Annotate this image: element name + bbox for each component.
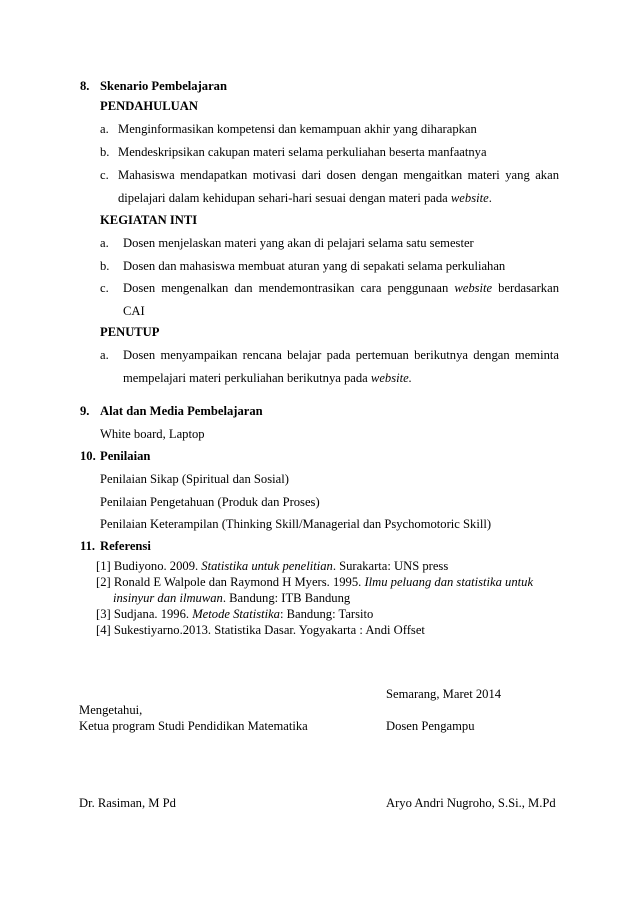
reference-2-title-cont: insinyur dan ilmuwan bbox=[113, 591, 223, 605]
penilaian-keterampilan: Penilaian Keterampilan (Thinking Skill/Managerial dan Psychomotoric Skill) bbox=[100, 517, 492, 531]
reference-3-post: : Bandung: Tarsito bbox=[279, 607, 374, 621]
penutup-a-marker: a. bbox=[100, 348, 109, 362]
reference-2-title: Ilmu peluang dan statistika untuk bbox=[364, 575, 534, 589]
pendahuluan-c-line2 bbox=[118, 191, 492, 206]
inti-c-marker: c. bbox=[100, 281, 109, 295]
inti-c-line1-text: Dosen mengenalkan dan mendemontrasikan cara penggunaan bbox=[123, 281, 455, 295]
inti-b-text: Dosen dan mahasiswa membuat aturan yang di sepakati selama perkuliahan bbox=[123, 259, 506, 273]
inti-c-line2: CAI bbox=[123, 304, 145, 318]
reference-2-pre: [2] Ronald E Walpole dan Raymond H Myers. 1995. bbox=[96, 575, 365, 589]
pendahuluan-heading: PENDAHULUAN bbox=[100, 99, 198, 113]
penutup-a-line1: Dosen menyampaikan rencana belajar pada pertemuan berikutnya dengan meminta bbox=[123, 348, 559, 362]
inti-c-website: website bbox=[454, 281, 493, 295]
reference-3-pre: [3] Sudjana. 1996. bbox=[96, 607, 193, 621]
section-8-title: Skenario Pembelajaran bbox=[100, 79, 227, 93]
reference-4: [4] Sukestiyarno.2013. Statistika Dasar. Yogyakarta : Andi Offset bbox=[96, 623, 425, 637]
reference-3-title: Metode Statistika bbox=[192, 607, 280, 621]
pendahuluan-c-period: . bbox=[488, 191, 492, 205]
reference-1-pre: [1] Budiyono. 2009. bbox=[96, 559, 202, 573]
pendahuluan-b-text: Mendeskripsikan cakupan materi selama perkuliahan beserta manfaatnya bbox=[118, 145, 487, 159]
penilaian-sikap: Penilaian Sikap (Spiritual dan Sosial) bbox=[100, 472, 289, 486]
inti-c-line1-end: berdasarkan bbox=[492, 281, 559, 295]
penutup-a-line2 bbox=[123, 371, 412, 386]
reference-2 bbox=[96, 575, 533, 590]
pendahuluan-a-marker: a. bbox=[100, 122, 109, 136]
inti-heading: KEGIATAN INTI bbox=[100, 213, 198, 227]
reference-1 bbox=[96, 559, 448, 574]
pendahuluan-c-website: website bbox=[450, 191, 489, 205]
penutup-a-line2-text: mempelajari materi perkuliahan berikutnya pada bbox=[123, 371, 371, 385]
reference-1-post: . Surakarta: UNS press bbox=[332, 559, 449, 573]
section-9-line: White board, Laptop bbox=[100, 427, 205, 441]
dosen-name: Aryo Andri Nugroho, S.Si., M.Pd bbox=[386, 796, 556, 810]
penutup-a-website: website. bbox=[370, 371, 412, 385]
penilaian-pengetahuan: Penilaian Pengetahuan (Produk dan Proses) bbox=[100, 495, 320, 509]
reference-2-post: . Bandung: ITB Bandung bbox=[222, 591, 351, 605]
kaprodi-label: Ketua program Studi Pendidikan Matematika bbox=[79, 719, 308, 733]
dosen-pengampu-label: Dosen Pengampu bbox=[386, 719, 475, 733]
reference-1-title: Statistika untuk penelitian bbox=[201, 559, 333, 573]
pendahuluan-a-text: Menginformasikan kompetensi dan kemampuan akhir yang diharapkan bbox=[118, 122, 477, 136]
section-11-number: 11. bbox=[80, 539, 96, 553]
inti-a-marker: a. bbox=[100, 236, 109, 250]
pendahuluan-c-line2-text: dipelajari dalam kehidupan sehari-hari sesuai dengan materi pada bbox=[118, 191, 451, 205]
section-10-title: Penilaian bbox=[100, 449, 151, 463]
pendahuluan-c-line1: Mahasiswa mendapatkan motivasi dari dosen dengan mengaitkan materi yang akan bbox=[118, 168, 559, 182]
section-11-title: Referensi bbox=[100, 539, 151, 553]
reference-2-cont bbox=[113, 591, 350, 606]
pendahuluan-b-marker: b. bbox=[100, 145, 110, 159]
mengetahui-label: Mengetahui, bbox=[79, 703, 143, 717]
section-10-number: 10. bbox=[80, 449, 96, 463]
inti-c-line1 bbox=[123, 281, 559, 297]
reference-3 bbox=[96, 607, 373, 622]
penutup-heading: PENUTUP bbox=[100, 325, 160, 339]
pendahuluan-c-marker: c. bbox=[100, 168, 109, 182]
section-8-number: 8. bbox=[80, 79, 90, 93]
inti-a-text: Dosen menjelaskan materi yang akan di pelajari selama satu semester bbox=[123, 236, 474, 250]
section-9-title: Alat dan Media Pembelajaran bbox=[100, 404, 263, 418]
kaprodi-name: Dr. Rasiman, M Pd bbox=[79, 796, 176, 810]
inti-b-marker: b. bbox=[100, 259, 110, 273]
section-9-number: 9. bbox=[80, 404, 90, 418]
place-date: Semarang, Maret 2014 bbox=[386, 687, 502, 701]
